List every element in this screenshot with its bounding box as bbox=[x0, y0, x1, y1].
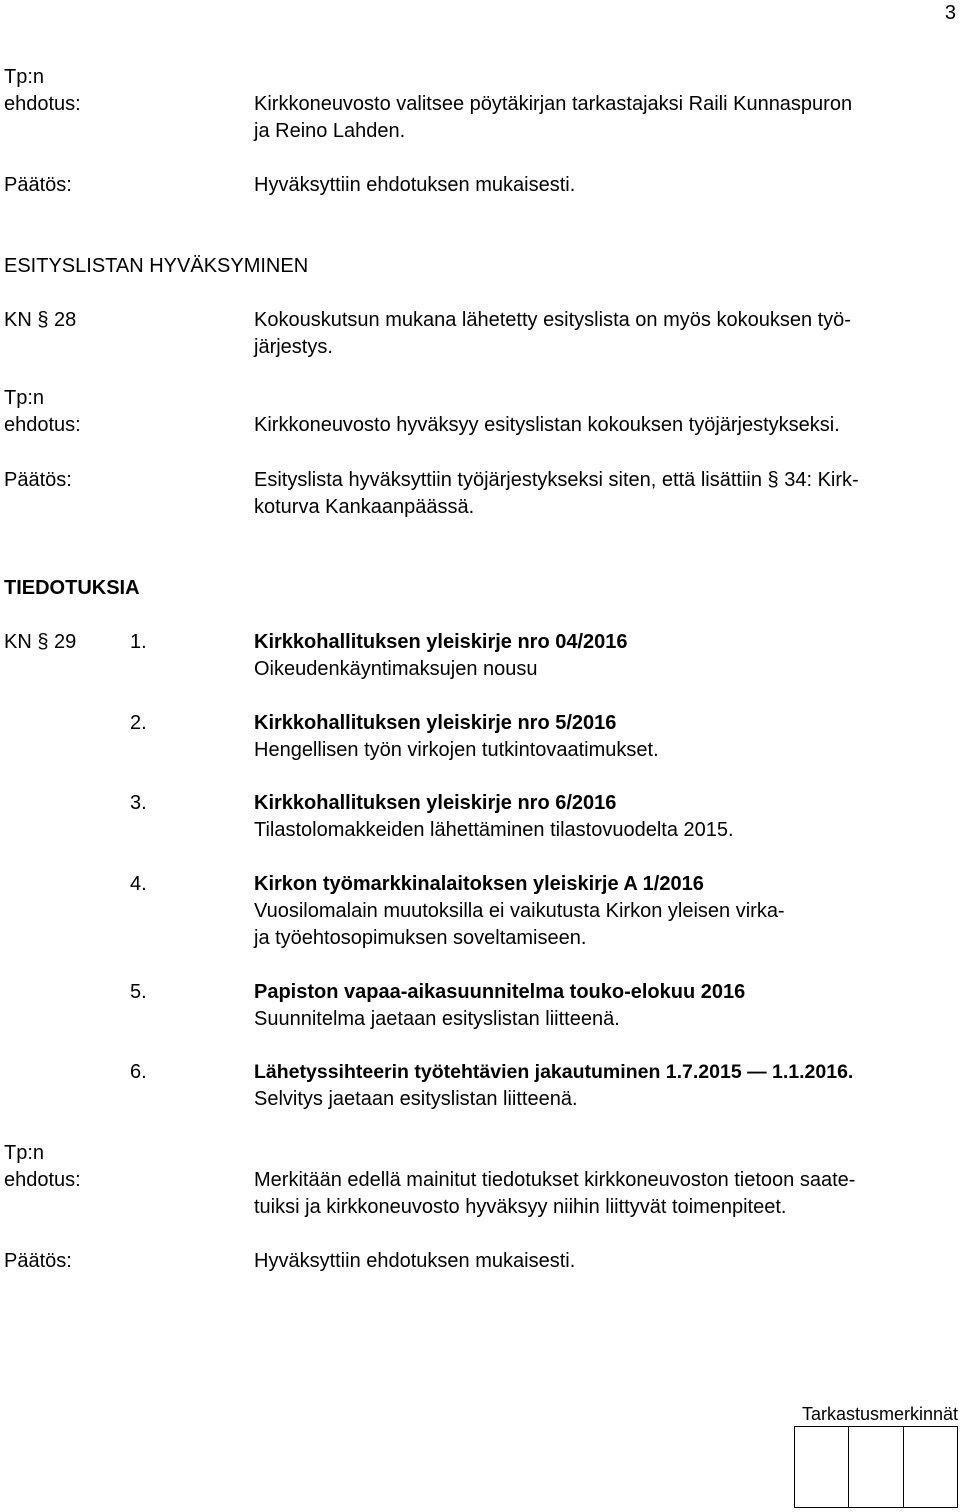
decision-label: Päätös: bbox=[4, 174, 72, 196]
section-symbol: § bbox=[37, 309, 49, 331]
decision-text-part: 34: Kirk- bbox=[784, 469, 859, 491]
list-item-title: Kirkon työmarkkinalaitoksen yleiskirje A 1/2016 bbox=[254, 873, 704, 895]
proposal-label-line1: Tp:n bbox=[4, 387, 45, 409]
decision-text: Hyväksyttiin ehdotuksen mukaisesti. bbox=[254, 174, 576, 196]
proposal-text-line1: Merkitään edellä mainitut tiedotukset kirkkoneuvoston tietoon saate- bbox=[254, 1169, 856, 1191]
section-symbol: § bbox=[767, 469, 779, 491]
proposal-label-line2: ehdotus: bbox=[4, 1169, 81, 1191]
decision-label: Päätös: bbox=[4, 1250, 72, 1272]
list-item-title: Kirkkohallituksen yleiskirje nro 04/2016 bbox=[254, 631, 628, 653]
page-number: 3 bbox=[944, 2, 956, 24]
list-item-detail: Selvitys jaetaan esityslistan liitteenä. bbox=[254, 1088, 578, 1110]
proposal-label-line2: ehdotus: bbox=[4, 93, 81, 115]
proposal-label-line2: ehdotus: bbox=[4, 414, 81, 436]
kn-number: 28 bbox=[54, 309, 77, 331]
list-item-detail: Oikeudenkäyntimaksujen nousu bbox=[254, 658, 538, 680]
section-heading: TIEDOTUKSIA bbox=[4, 577, 140, 599]
list-item-title: Papiston vapaa-aikasuunnitelma touko-elokuu 2016 bbox=[254, 981, 746, 1003]
kn-number: 29 bbox=[54, 631, 77, 653]
signature-cell bbox=[795, 1427, 849, 1507]
signature-cell bbox=[849, 1427, 903, 1507]
list-item-number: 1. bbox=[130, 631, 147, 653]
section-symbol: § bbox=[37, 631, 49, 653]
decision-text: Hyväksyttiin ehdotuksen mukaisesti. bbox=[254, 1250, 576, 1272]
list-item-detail: Tilastolomakkeiden lähettäminen tilastovuodelta 2015. bbox=[254, 819, 734, 841]
list-item-number: 3. bbox=[130, 792, 147, 814]
proposal-text-line1: Kirkkoneuvosto valitsee pöytäkirjan tarkastajaksi Raili Kunnaspuron bbox=[254, 93, 853, 115]
proposal-text: Kirkkoneuvosto hyväksyy esityslistan kokouksen työjärjestykseksi. bbox=[254, 414, 840, 436]
list-item-number: 5. bbox=[130, 981, 147, 1003]
intro-text-line1: Kokouskutsun mukana lähetetty esityslista on myös kokouksen työ- bbox=[254, 309, 851, 331]
signature-cell bbox=[904, 1427, 957, 1507]
kn-reference bbox=[4, 307, 76, 334]
list-item-detail: ja työehtosopimuksen soveltamiseen. bbox=[254, 927, 587, 949]
decision-label: Päätös: bbox=[4, 469, 72, 491]
signature-box bbox=[794, 1426, 958, 1508]
decision-text-line2: koturva Kankaanpäässä. bbox=[254, 496, 475, 518]
proposal-text-line2: ja Reino Lahden. bbox=[254, 120, 406, 142]
list-item-number: 4. bbox=[130, 873, 147, 895]
list-item-title: Kirkkohallituksen yleiskirje nro 6/2016 bbox=[254, 792, 617, 814]
kn-label: KN bbox=[4, 309, 32, 331]
section-heading: ESITYSLISTAN HYVÄKSYMINEN bbox=[4, 255, 309, 277]
intro-text-line2: järjestys. bbox=[254, 336, 333, 358]
proposal-text-line2: tuiksi ja kirkkoneuvosto hyväksyy niihin liittyvät toimenpiteet. bbox=[254, 1196, 787, 1218]
list-item-title: Lähetyssihteerin työtehtävien jakautuminen 1.7.2015 — 1.1.2016. bbox=[254, 1061, 854, 1083]
list-item-number: 2. bbox=[130, 712, 147, 734]
proposal-label-line1: Tp:n bbox=[4, 66, 45, 88]
decision-text-line1 bbox=[254, 467, 859, 494]
kn-reference bbox=[4, 629, 76, 656]
list-item-title: Kirkkohallituksen yleiskirje nro 5/2016 bbox=[254, 712, 617, 734]
list-item-number: 6. bbox=[130, 1061, 147, 1083]
list-item-detail: Hengellisen työn virkojen tutkintovaatimukset. bbox=[254, 739, 659, 761]
list-item-detail: Suunnitelma jaetaan esityslistan liitteenä. bbox=[254, 1008, 620, 1030]
kn-label: KN bbox=[4, 631, 32, 653]
decision-text-part: Esityslista hyväksyttiin työjärjestykseksi siten, että lisättiin bbox=[254, 469, 762, 491]
proposal-label-line1: Tp:n bbox=[4, 1142, 45, 1164]
list-item-detail: Vuosilomalain muutoksilla ei vaikutusta Kirkon yleisen virka- bbox=[254, 900, 785, 922]
signature-label: Tarkastusmerkinnät bbox=[801, 1404, 958, 1424]
